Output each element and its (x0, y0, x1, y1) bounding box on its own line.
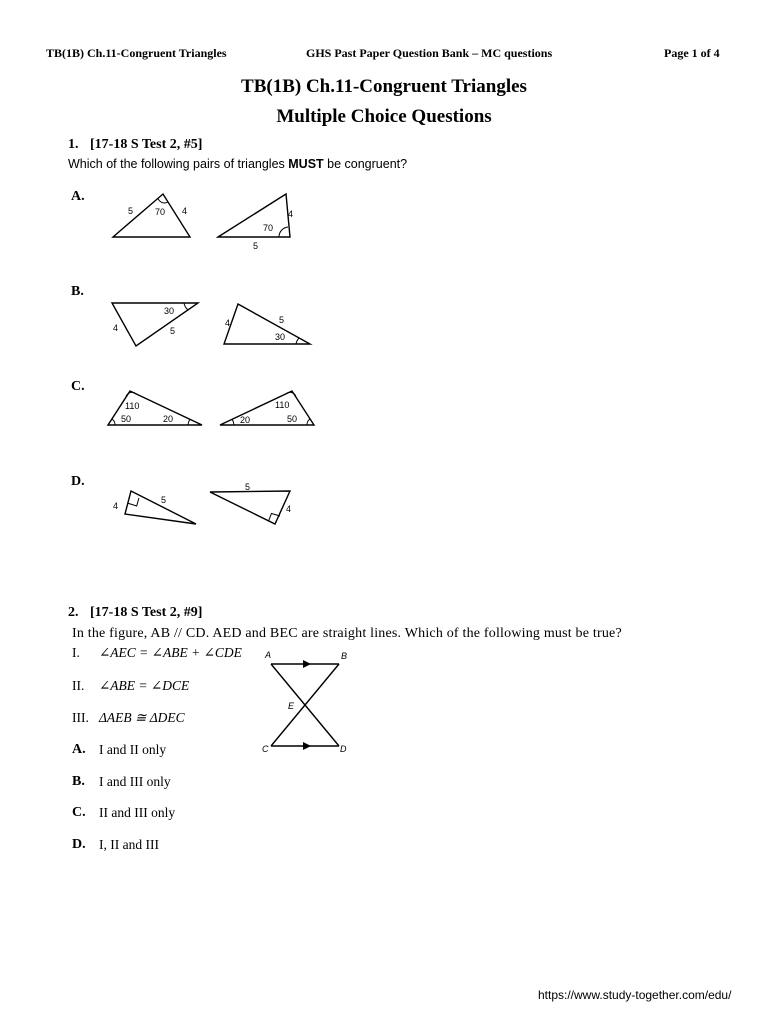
q1-a-label-1: 5 (128, 206, 134, 216)
q1-option-a-triangles (100, 186, 330, 252)
q2-fig-label-e: E (288, 701, 295, 711)
question-1-number: 1. (68, 137, 79, 152)
q2-figure-parallel-lines (255, 646, 355, 758)
header-center: GHS Past Paper Question Bank – MC questions (306, 46, 553, 60)
header-left: TB(1B) Ch.11-Congruent Triangles (46, 46, 227, 60)
page-title: TB(1B) Ch.11-Congruent Triangles (241, 76, 527, 97)
q1-b-label-6: 30 (275, 332, 286, 342)
q1-b-label-3: 5 (170, 326, 176, 336)
footer-url: https://www.study-together.com/edu/ (538, 988, 732, 1002)
q1-a-label-4: 4 (288, 209, 294, 219)
q1-c-label-5: 20 (240, 415, 251, 425)
q1-d-label-4: 4 (286, 504, 292, 514)
q1-a-label-5: 70 (263, 223, 274, 233)
q2-fig-label-b: B (341, 651, 348, 661)
q1-d-label-1: 4 (113, 501, 119, 511)
question-2-number: 2. (68, 605, 79, 620)
q2-choice-d-text: I, II and III (99, 837, 159, 852)
q1-option-d-letter: D. (71, 474, 85, 489)
q1-option-b-letter: B. (71, 284, 84, 299)
q1-option-d-triangles (100, 476, 330, 532)
q1-option-a-letter: A. (71, 189, 85, 204)
q1-a-label-6: 5 (253, 241, 259, 251)
q2-fig-label-d: D (340, 744, 347, 754)
q2-choice-a-letter: A. (72, 742, 86, 757)
q1-b-label-2: 4 (113, 323, 119, 333)
q1-d-label-2: 5 (161, 495, 167, 505)
q2-statement-2: ∠ABE = ∠DCE (99, 678, 190, 693)
q2-statement-2-num: II. (72, 678, 85, 693)
q2-statement-3-num: III. (72, 710, 89, 725)
q1-a-label-2: 70 (155, 207, 166, 217)
question-2-prompt: In the figure, AB // CD. AED and BEC are straight lines. Which of the following must be true? (72, 626, 622, 641)
q1-c-label-2: 50 (121, 414, 132, 424)
q1-option-c-triangles (100, 386, 330, 430)
q2-fig-label-c: C (262, 744, 269, 754)
q1-c-label-6: 50 (287, 414, 298, 424)
q2-fig-label-a: A (265, 650, 272, 660)
q1-c-label-3: 20 (163, 414, 174, 424)
q1-b-label-1: 30 (164, 306, 175, 316)
question-1-source: [17-18 S Test 2, #5] (90, 137, 203, 152)
q1-d-label-3: 5 (245, 482, 251, 492)
q2-choice-c-text: II and III only (99, 805, 176, 820)
q1-option-c-letter: C. (71, 379, 85, 394)
q1-b-label-4: 4 (225, 318, 231, 328)
header-page-number: Page 1 of 4 (664, 46, 720, 60)
q1-c-label-1: 110 (125, 401, 140, 411)
question-1-prompt: Which of the following pairs of triangles MUST be congruent? (68, 157, 408, 171)
question-2-source: [17-18 S Test 2, #9] (90, 605, 203, 620)
q1-c-label-4: 110 (275, 400, 290, 410)
q2-statement-3: ΔAEB ≅ ΔDEC (99, 710, 185, 725)
q2-statement-1: ∠AEC = ∠ABE + ∠CDE (99, 645, 242, 660)
q2-choice-b-letter: B. (72, 774, 85, 789)
q1-b-label-5: 5 (279, 315, 285, 325)
page-subtitle: Multiple Choice Questions (276, 106, 492, 127)
q2-choice-b-text: I and III only (99, 774, 171, 789)
q2-statement-1-num: I. (72, 645, 80, 660)
q2-choice-c-letter: C. (72, 805, 86, 820)
q2-choice-a-text: I and II only (99, 742, 167, 757)
q1-a-label-3: 4 (182, 206, 188, 216)
q1-option-b-triangles (100, 296, 330, 352)
q2-choice-d-letter: D. (72, 837, 86, 852)
